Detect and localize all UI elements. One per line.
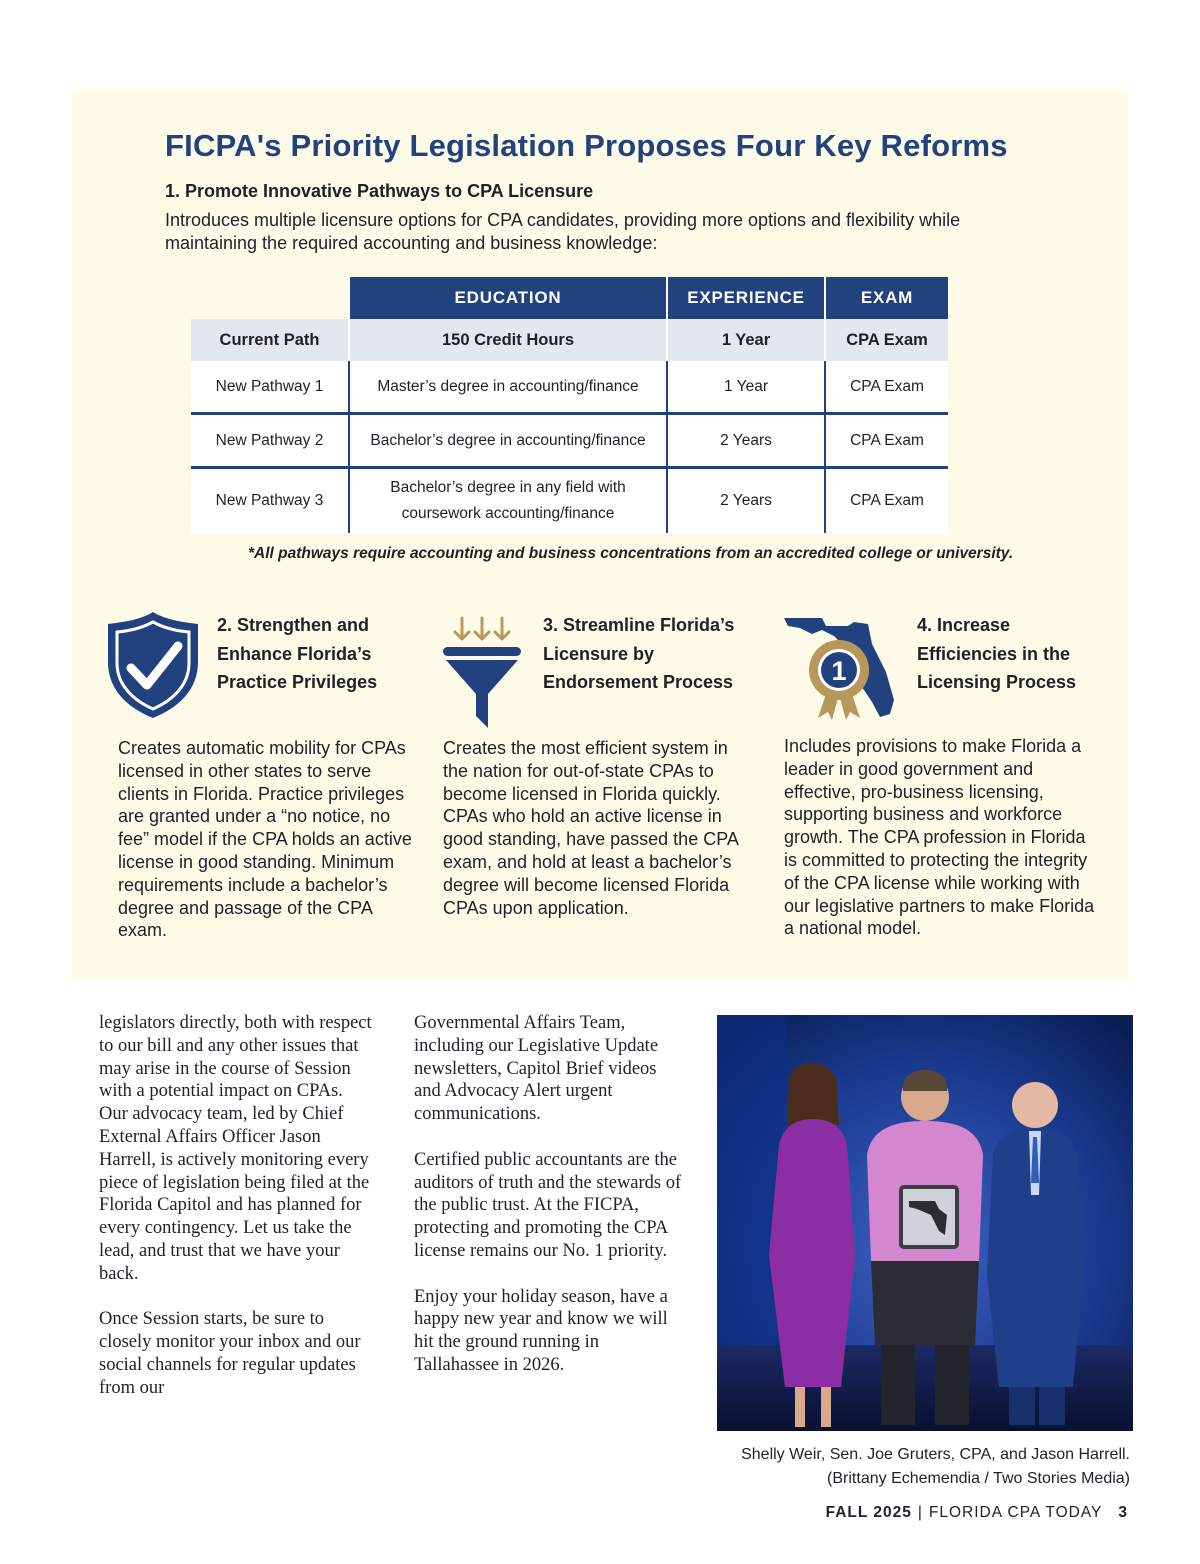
- footer-separator: |: [917, 1504, 923, 1521]
- florida-award-icon: [782, 614, 902, 729]
- table-header-row: [191, 277, 948, 319]
- table-cell: 2 Years: [667, 414, 825, 468]
- header-experience: EXPERIENCE: [667, 277, 825, 319]
- award-badge-number: 1: [831, 656, 847, 686]
- article-column-2: [414, 1012, 682, 1377]
- table-cell: Current Path: [191, 319, 349, 361]
- table-cell: 2 Years: [667, 468, 825, 534]
- section-2-body: Creates automatic mobility for CPAs licensed in other states to serve clients in Florida. Practice privileges are granted under a “no notice, no fee” model if the CPA holds an active license in good standing. Minimum requirements include a bachelor’s degree and passage of the CPA exam.: [118, 738, 412, 941]
- table-cell: Bachelor’s degree in any field with coursework accounting/finance: [349, 468, 667, 534]
- section-3-body: Creates the most efficient system in the nation for out-of-state CPAs to become licensed in Florida quickly. CPAs who hold an active license in good standing, have passed the CPA exam, and hold at least a bachelor’s degree will become licensed Florida CPAs upon application.: [443, 738, 738, 918]
- photo-caption: [741, 1443, 1130, 1491]
- footer-publication: FLORIDA CPA TODAY: [928, 1504, 1103, 1521]
- table-footnote: *All pathways require accounting and business concentrations from an accredited college or university.: [248, 545, 1014, 562]
- section-1-body: Introduces multiple licensure options for CPA candidates, providing more options and flexibility while maintaining the required accounting and business knowledge:: [165, 210, 961, 253]
- caption-names: Shelly Weir, Sen. Joe Gruters, CPA, and Jason Harrell.: [741, 1446, 1130, 1463]
- section-3-title: 3. Streamline Florida’s Licensure by Endorsement Process: [543, 615, 735, 692]
- header-education: EDUCATION: [349, 277, 667, 319]
- table-cell: 150 Credit Hours: [349, 319, 667, 361]
- table-cell: Bachelor’s degree in accounting/finance: [349, 414, 667, 468]
- award-photo: [717, 1015, 1133, 1431]
- table-cell: Master’s degree in accounting/finance: [349, 361, 667, 414]
- page-footer: [826, 1504, 1128, 1522]
- article-paragraph: Governmental Affairs Team, including our Legislative Update newsletters, Capitol Brief videos and Advocacy Alert urgent communications.: [414, 1013, 659, 1125]
- header-blank: [191, 277, 349, 319]
- table-row: [191, 468, 948, 534]
- table-cell: CPA Exam: [825, 414, 948, 468]
- table-cell: 1 Year: [667, 361, 825, 414]
- article-paragraph: legislators directly, both with respect to our bill and any other issues that may arise in the course of Session with a potential impact on CPAs. Our advocacy team, led by Chief External Affairs Officer Jason Harrell, is actively monitoring every piece of legislation being filed at the Florida Capitol and has planned for every contingency. Let us take the lead, and trust that we have your back.: [99, 1013, 372, 1284]
- article-paragraph: Enjoy your holiday season, have a happy new year and know we will hit the ground running in Tallahassee in 2026.: [414, 1286, 668, 1375]
- section-2-title: 2. Strengthen and Enhance Florida’s Practice Privileges: [217, 615, 378, 692]
- page-number: 3: [1118, 1504, 1128, 1521]
- article-paragraph: Once Session starts, be sure to closely monitor your inbox and our social channels for regular updates from our: [99, 1309, 361, 1398]
- table-row: [191, 414, 948, 468]
- article-paragraph: Certified public accountants are the auditors of truth and the stewards of the public trust. At the FICPA, protecting and promoting the CPA license remains our No. 1 priority.: [414, 1149, 682, 1261]
- section-1-heading: 1. Promote Innovative Pathways to CPA Licensure: [165, 181, 594, 201]
- table-cell: 1 Year: [667, 319, 825, 361]
- table-cell: New Pathway 1: [191, 361, 349, 414]
- table-cell: CPA Exam: [825, 468, 948, 534]
- footer-issue: FALL 2025: [825, 1504, 912, 1521]
- page-title: FICPA's Priority Legislation Proposes Four Key Reforms: [165, 128, 1008, 163]
- section-4-body: Includes provisions to make Florida a leader in good government and effective, pro-business licensing, supporting business and workforce growth. The CPA profession in Florida is committed to protecting the integrity of the CPA license while working with our legislative partners to make Florida a national model.: [784, 736, 1095, 939]
- table-row-current: [191, 319, 948, 361]
- table-row: [191, 361, 948, 414]
- table-cell: New Pathway 2: [191, 414, 349, 468]
- caption-credit: (Brittany Echemendia / Two Stories Media): [827, 1470, 1130, 1487]
- section-4-title: 4. Increase Efficiencies in the Licensing Process: [917, 615, 1077, 692]
- shield-check-icon: [104, 610, 202, 725]
- article-column-1: [99, 1012, 374, 1400]
- table-cell: CPA Exam: [825, 319, 948, 361]
- table-cell: CPA Exam: [825, 361, 948, 414]
- funnel-icon: [440, 614, 524, 735]
- pathways-table: [191, 277, 948, 533]
- header-exam: EXAM: [825, 277, 948, 319]
- table-cell: New Pathway 3: [191, 468, 349, 534]
